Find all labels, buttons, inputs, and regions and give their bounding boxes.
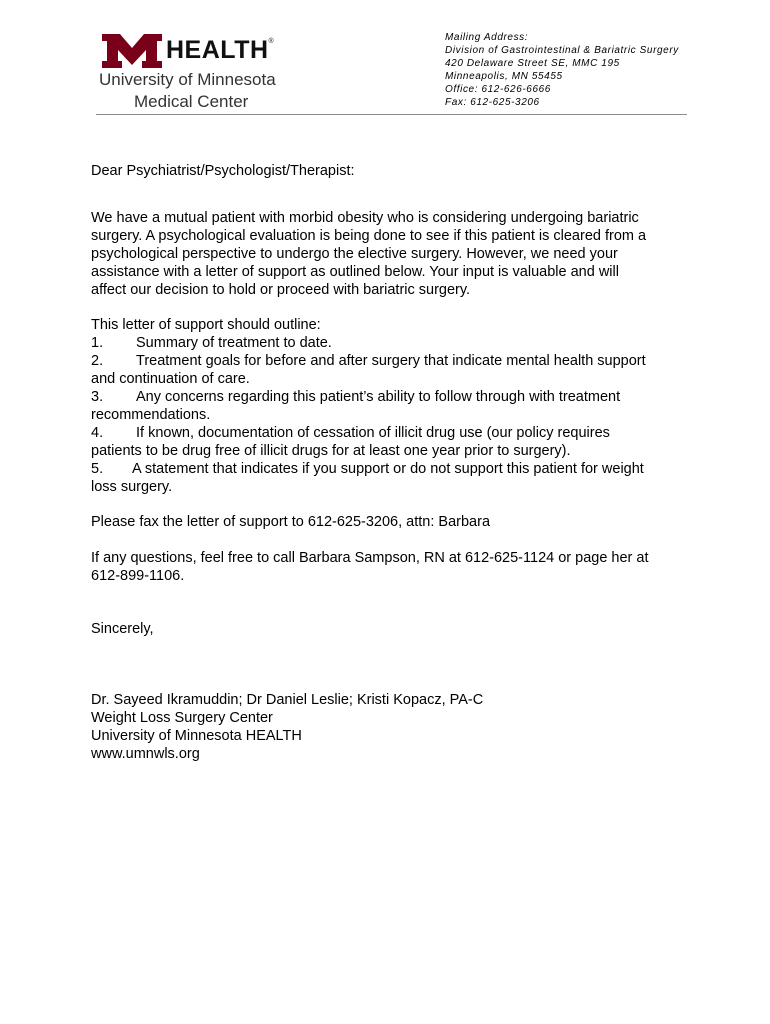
- logo-institution-line2: Medical Center: [134, 92, 249, 111]
- signature-website: www.umnwls.org: [91, 746, 200, 762]
- signature-department: Weight Loss Surgery Center: [91, 710, 273, 726]
- university-m-logo-icon: [102, 34, 162, 68]
- intro-line: We have a mutual patient with morbid obesity who is considering undergoing bariatric: [91, 210, 639, 226]
- list-item-continuation: loss surgery.: [91, 479, 173, 495]
- list-item: 5. A statement that indicates if you support or do not support this patient for weight: [91, 461, 644, 477]
- logo-health-wordmark: HEALTH®: [166, 36, 275, 64]
- address-label: Mailing Address:: [445, 32, 529, 43]
- signature-institution: University of Minnesota HEALTH: [91, 728, 302, 744]
- questions-line: If any questions, feel free to call Barbara Sampson, RN at 612-625-1124 or page her at: [91, 550, 649, 566]
- list-item: 4. If known, documentation of cessation of illicit drug use (our policy requires: [91, 425, 610, 441]
- address-city: Minneapolis, MN 55455: [445, 71, 563, 82]
- address-division: Division of Gastrointestinal & Bariatric Surgery: [445, 45, 679, 56]
- mailing-address-block: [445, 31, 679, 109]
- header-divider: [96, 114, 687, 115]
- intro-line: assistance with a letter of support as outlined below. Your input is valuable and will: [91, 264, 619, 280]
- address-fax: Fax: 612-625-3206: [445, 97, 540, 108]
- salutation: Dear Psychiatrist/Psychologist/Therapist:: [91, 163, 355, 179]
- logo-institution-line1: University of Minnesota: [99, 70, 276, 89]
- intro-line: psychological perspective to undergo the elective surgery. However, we need your: [91, 246, 618, 262]
- list-item-continuation: patients to be drug free of illicit drugs for at least one year prior to surgery).: [91, 443, 571, 459]
- list-item: 3. Any concerns regarding this patient’s ability to follow through with treatment: [91, 389, 621, 405]
- list-heading: This letter of support should outline:: [91, 317, 321, 333]
- list-item: 1. Summary of treatment to date.: [91, 335, 332, 351]
- questions-line: 612-899-1106.: [91, 568, 185, 584]
- list-item-continuation: recommendations.: [91, 407, 211, 423]
- signature-names: Dr. Sayeed Ikramuddin; Dr Daniel Leslie; Kristi Kopacz, PA-C: [91, 692, 484, 708]
- letterhead-logo: [96, 34, 296, 114]
- intro-line: surgery. A psychological evaluation is being done to see if this patient is cleared from a: [91, 228, 647, 244]
- fax-instruction: Please fax the letter of support to 612-625-3206, attn: Barbara: [91, 514, 491, 530]
- address-street: 420 Delaware Street SE, MMC 195: [445, 58, 620, 69]
- intro-line: affect our decision to hold or proceed with bariatric surgery.: [91, 282, 471, 298]
- list-item-continuation: and continuation of care.: [91, 371, 250, 387]
- list-item: 2. Treatment goals for before and after surgery that indicate mental health support: [91, 353, 646, 369]
- closing: Sincerely,: [91, 621, 154, 637]
- address-office-phone: Office: 612-626-6666: [445, 84, 551, 95]
